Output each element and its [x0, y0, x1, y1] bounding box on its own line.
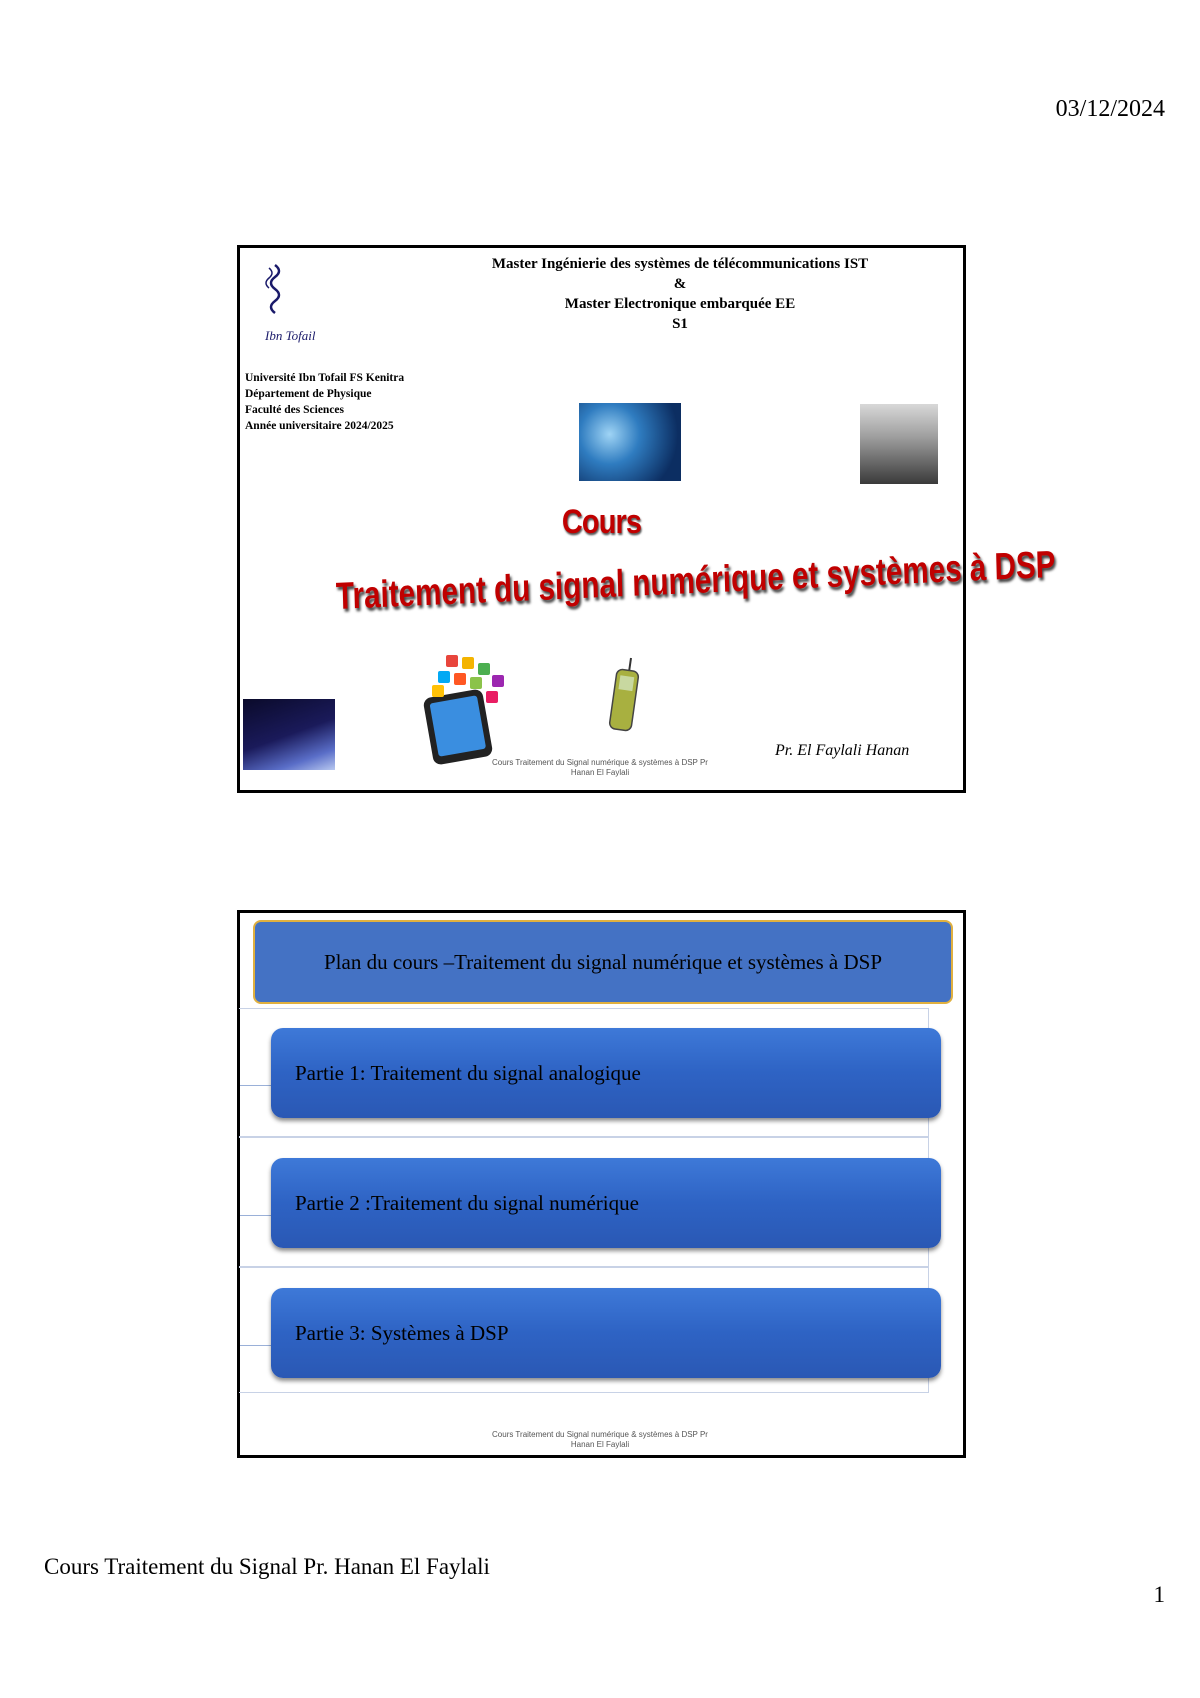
course-title: Traitement du signal numérique et systèmes à DSP — [335, 543, 1057, 619]
program-header-line: & — [673, 276, 687, 292]
globe-image — [579, 403, 681, 481]
cours-label: Cours — [561, 503, 642, 541]
university-line: Département de Physique — [245, 388, 372, 400]
plan-part-3: Partie 3: Systèmes à DSP — [271, 1288, 941, 1378]
slide-caption: Cours Traitement du Signal numérique & systèmes à DSP Pr Hanan El Faylali — [492, 1430, 708, 1449]
university-line: Année universitaire 2024/2025 — [245, 420, 394, 432]
university-info — [245, 370, 404, 434]
slide-caption: Cours Traitement du Signal numérique & systèmes à DSP Pr Hanan El Faylali — [492, 758, 708, 777]
smartphone-apps-image — [418, 653, 513, 763]
plan-part-1: Partie 1: Traitement du signal analogique — [271, 1028, 941, 1118]
university-line: Faculté des Sciences — [245, 404, 345, 416]
plan-title: Plan du cours –Traitement du signal numérique et systèmes à DSP — [253, 920, 953, 1004]
cell-phone-image — [607, 656, 643, 734]
program-header — [480, 254, 880, 334]
connector-line — [240, 1215, 273, 1216]
program-header-line: Master Electronique embarquée EE — [564, 296, 796, 312]
title-slide — [237, 245, 1057, 793]
page-footer: Cours Traitement du Signal Pr. Hanan El Faylali — [44, 1554, 490, 1579]
university-logo — [255, 260, 365, 355]
plan-part-2: Partie 2 :Traitement du signal numérique — [271, 1158, 941, 1248]
program-header-line: S1 — [672, 316, 688, 332]
connector-line — [240, 1345, 273, 1346]
inventor-photo — [860, 404, 938, 484]
university-line: Université Ibn Tofail FS Kenitra — [245, 372, 405, 384]
page-date: 03/12/2024 — [1055, 96, 1165, 122]
page-number: 1 — [1153, 1582, 1165, 1607]
author-name: Pr. El Faylali Hanan — [775, 742, 910, 759]
program-header-line: Master Ingénierie des systèmes de télécommunications IST — [491, 256, 869, 272]
connector-line — [240, 1085, 273, 1086]
logo-text: Ibn Tofail — [265, 328, 316, 343]
plan-slide — [237, 910, 966, 1458]
satellite-image — [243, 699, 335, 770]
